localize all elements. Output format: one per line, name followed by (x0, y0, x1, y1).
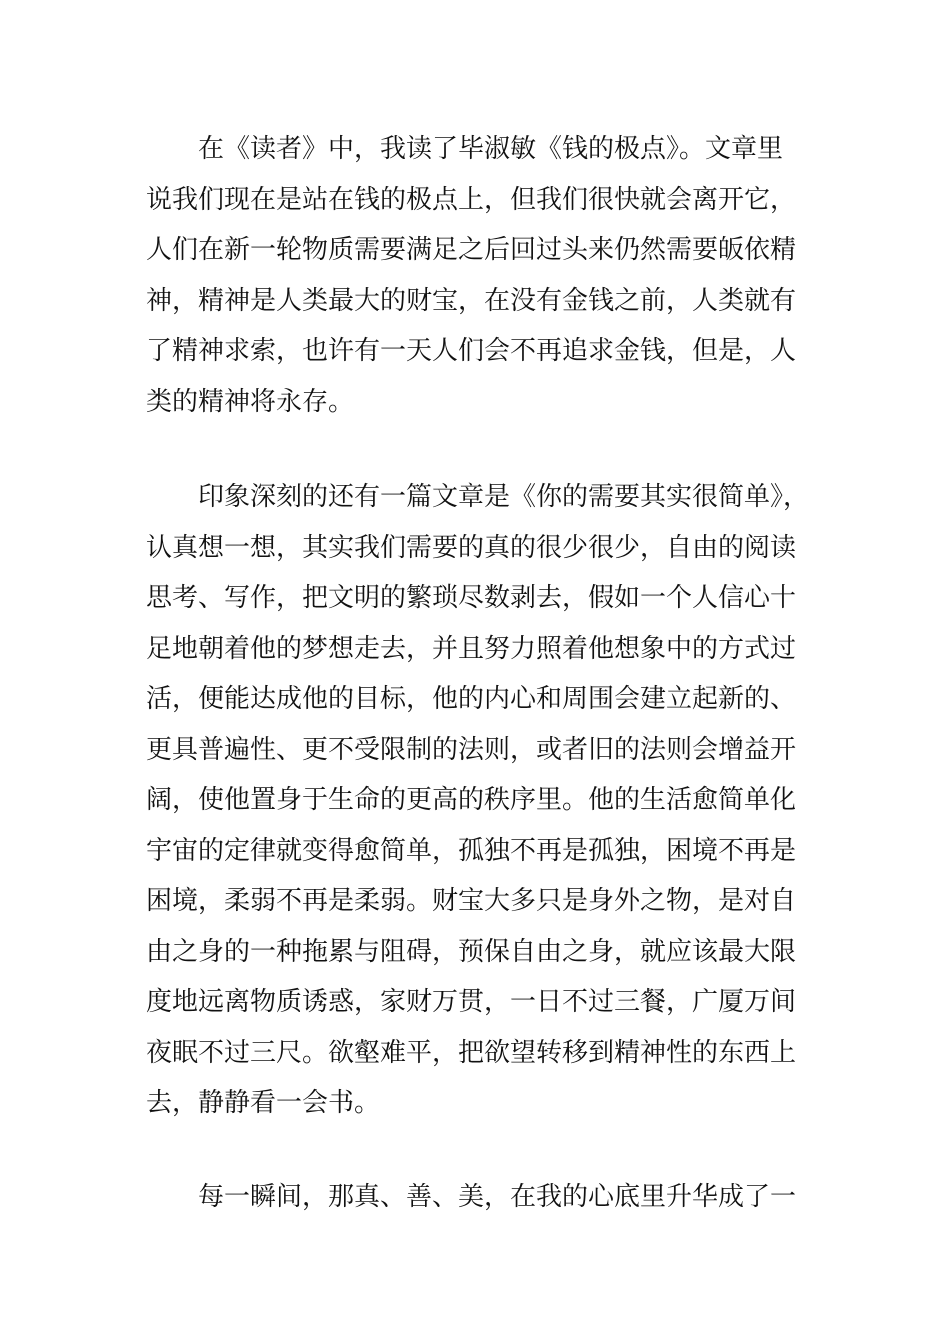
text-line: 说我们现在是站在钱的极点上，但我们很快就会离开它， (146, 184, 797, 215)
text-line: 思考、写作，把文明的繁琐尽数剥去，假如一个人信心十 (146, 583, 797, 613)
text-line: 人们在新一轮物质需要满足之后回过头来仍然需要皈依精 (146, 235, 797, 265)
text-line: 在《读者》中，我读了毕淑敏《钱的极点》。文章里 (198, 134, 784, 164)
text-line: 由之身的一种拖累与阻碍，预保自由之身，就应该最大限 (146, 936, 797, 967)
text-line: 困境，柔弱不再是柔弱。财宝大多只是身外之物，是对自 (146, 886, 797, 916)
text-line: 活，便能达成他的目标，他的内心和周围会建立起新的、 (146, 684, 797, 714)
text-line: 足地朝着他的梦想走去，并且努力照着他想象中的方式过 (146, 633, 797, 664)
text-line: 度地远离物质诱惑，家财万贯，一日不过三餐，广厦万间 (146, 987, 797, 1017)
text-line: 更具普遍性、更不受限制的法则，或者旧的法则会增益开 (146, 734, 797, 765)
text-line: 了精神求索，也许有一天人们会不再追求金钱，但是，人 (146, 336, 797, 366)
text-line: 宇宙的定律就变得愈简单，孤独不再是孤独，困境不再是 (146, 835, 797, 866)
paragraph-3 (146, 1172, 822, 1223)
text-line: 印象深刻的还有一篇文章是《你的需要其实很简单》， (198, 482, 810, 512)
text-line: 神，精神是人类最大的财宝，在没有金钱之前，人类就有 (146, 285, 797, 316)
text-line: 阔，使他置身于生命的更高的秩序里。他的生活愈简单化 (146, 785, 797, 815)
text-line: 类的精神将永存。 (146, 386, 355, 417)
text-line: 夜眠不过三尺。欲壑难平，把欲望转移到精神性的东西上 (146, 1037, 797, 1068)
text-line: 每一瞬间，那真、善、美，在我的心底里升华成了一 (198, 1182, 797, 1212)
paragraph-2 (146, 472, 822, 1129)
text-line: 去，静静看一会书。 (146, 1088, 381, 1118)
paragraph-1 (146, 124, 822, 427)
text-line: 认真想一想，其实我们需要的真的很少很少，自由的阅读 (146, 532, 797, 563)
